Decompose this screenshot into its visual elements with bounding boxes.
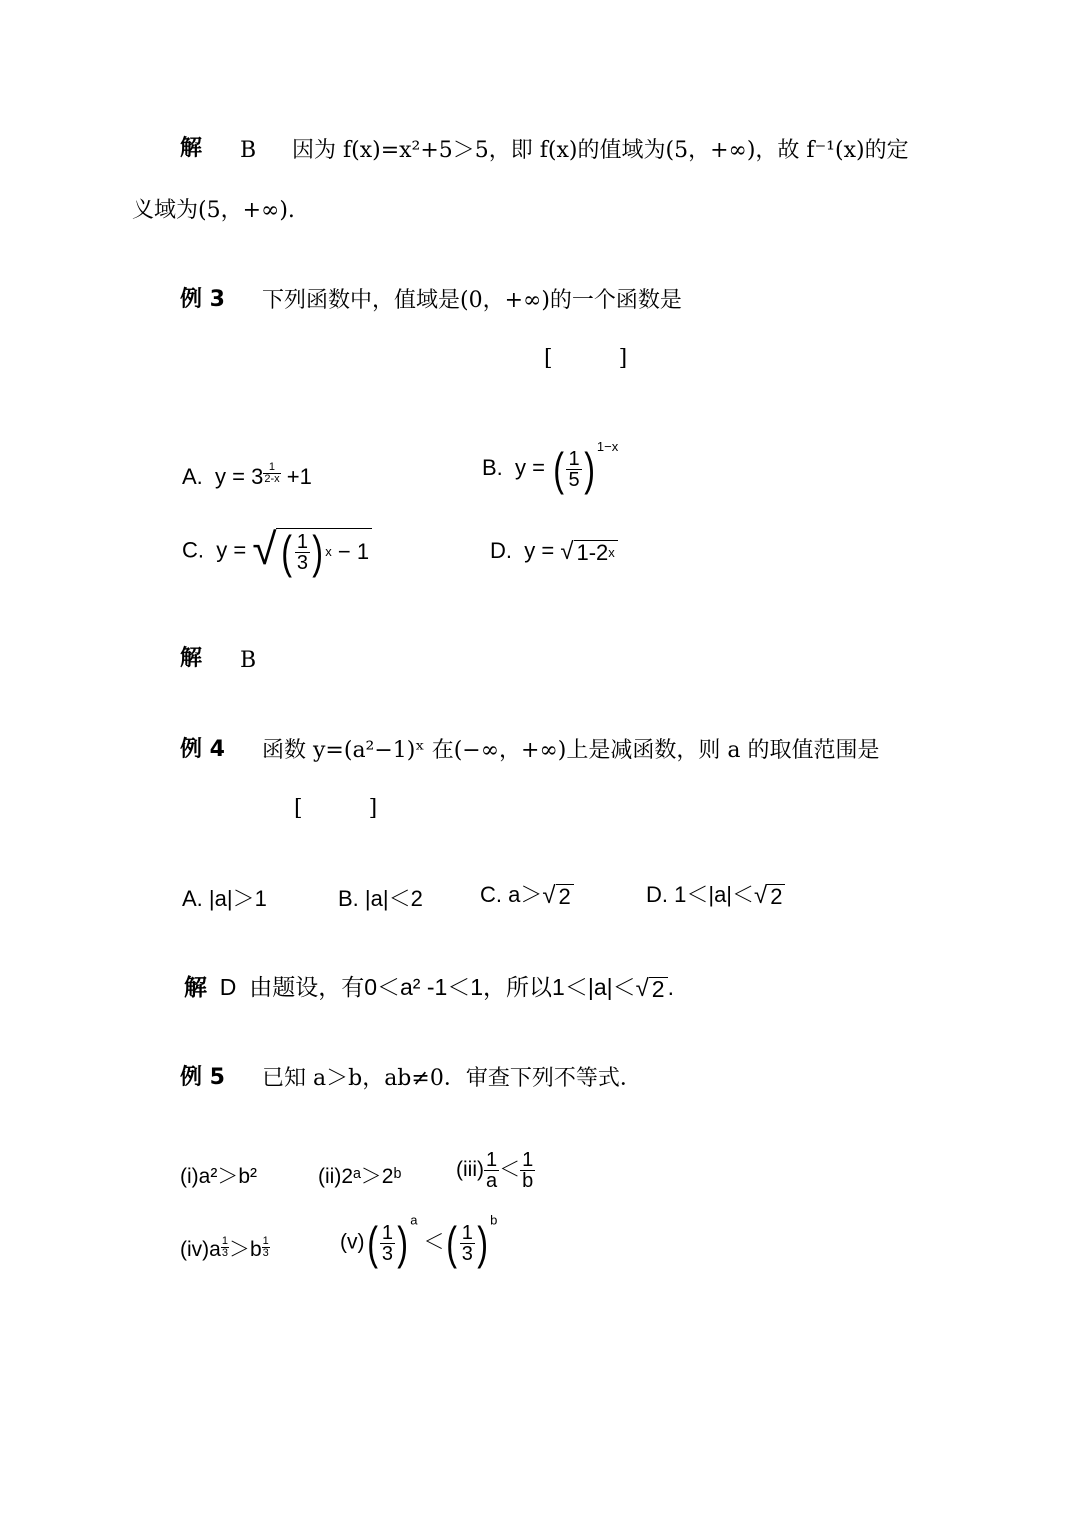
example-question: 函数 y=(a²−1)ˣ 在(−∞，+∞)上是减函数，则 a 的取值范围是 (262, 738, 880, 763)
sqrt-symbol: √ 2 (542, 884, 573, 908)
option-c-lhs: y = (216, 537, 247, 563)
option-c-prefix: C. (182, 537, 204, 563)
option-b-exponent: 1−x (596, 438, 619, 454)
inequality-iii: (iii) $\frac{1}{a}$ ＜ $\frac{1}{b}$ (456, 1149, 534, 1192)
ex4-option-a: A. |a|＞1 (182, 886, 267, 911)
option-d-lhs: y = (524, 538, 555, 563)
option-a-tail: +1 (286, 464, 312, 489)
solution-text-line1: 因为 f(x)=x²+5＞5，即 f(x)的值域为(5，+∞)，故 f⁻¹(x)的定 (292, 138, 909, 163)
sqrt-symbol: √ 2 (754, 884, 785, 908)
example-question: 下列函数中，值域是(0，+∞)的一个函数是 (262, 288, 682, 313)
sqrt-symbol: √ 2 (636, 977, 668, 1001)
option-b-lhs: y = (515, 454, 545, 480)
example-question: 已知 a＞b，ab≠0．审查下列不等式． (262, 1066, 642, 1091)
option-b-prefix: B. (482, 454, 503, 480)
ex4-option-b: B. |a|＜2 (338, 886, 423, 911)
option-a-exponent: $\frac{1}{2-x}$ (264, 461, 280, 485)
example-label: 例 3 (180, 287, 225, 312)
solution-text-line2: 义域为(5，+∞). (132, 198, 295, 223)
solution-text: 由题设，有0＜a² -1＜1，所以1＜|a|＜ (249, 974, 636, 1000)
ex4-option-d: D. 1＜|a|＜ √ 2 (646, 884, 785, 908)
option-c-sqrt: √ ( $\frac{1}{3}$ ) x − 1 (252, 528, 372, 575)
option-a-base: y = 3 (215, 464, 264, 489)
solution-label: 解 (184, 975, 207, 1001)
option-d-sqrt: √ 1-2 x (560, 540, 617, 564)
option-d (490, 540, 618, 564)
option-b-fraction: ( $\frac{1}{5}$ ) (553, 443, 595, 495)
inequality-i: (i)a²＞b² (180, 1165, 257, 1188)
inequality-iv: (iv)a $\frac{1}{3}$ ＞b $\frac{1}{3}$ (180, 1235, 269, 1261)
solution-answer: D (219, 974, 237, 1000)
example-label: 例 4 (180, 737, 225, 762)
solution-label: 解 (180, 646, 203, 671)
option-a (182, 462, 312, 488)
example-label: 例 5 (180, 1065, 225, 1090)
answer-bracket: [ ] (294, 796, 378, 821)
answer-bracket: [ ] (544, 346, 628, 371)
solution-answer: B (240, 648, 257, 673)
inequality-ii: (ii)2ᵃ＞2ᵇ (318, 1165, 402, 1188)
solution-label: 解 (180, 136, 203, 161)
inequality-v: (v) ( $\frac{1}{3}$ ) $^a$ ＜ ( $\frac{1}{3}$ ) $^b$ (340, 1212, 498, 1269)
option-c (182, 525, 372, 578)
option-d-prefix: D. (490, 538, 512, 563)
option-b (482, 438, 619, 495)
solution-answer: B (240, 138, 257, 163)
ex4-option-c: C. a＞ √ 2 (480, 884, 574, 908)
option-a-prefix: A. (182, 464, 203, 489)
solution-line: 解 D 由题设，有0＜a² -1＜1，所以1＜|a|＜ √ 2 . (184, 974, 674, 1002)
